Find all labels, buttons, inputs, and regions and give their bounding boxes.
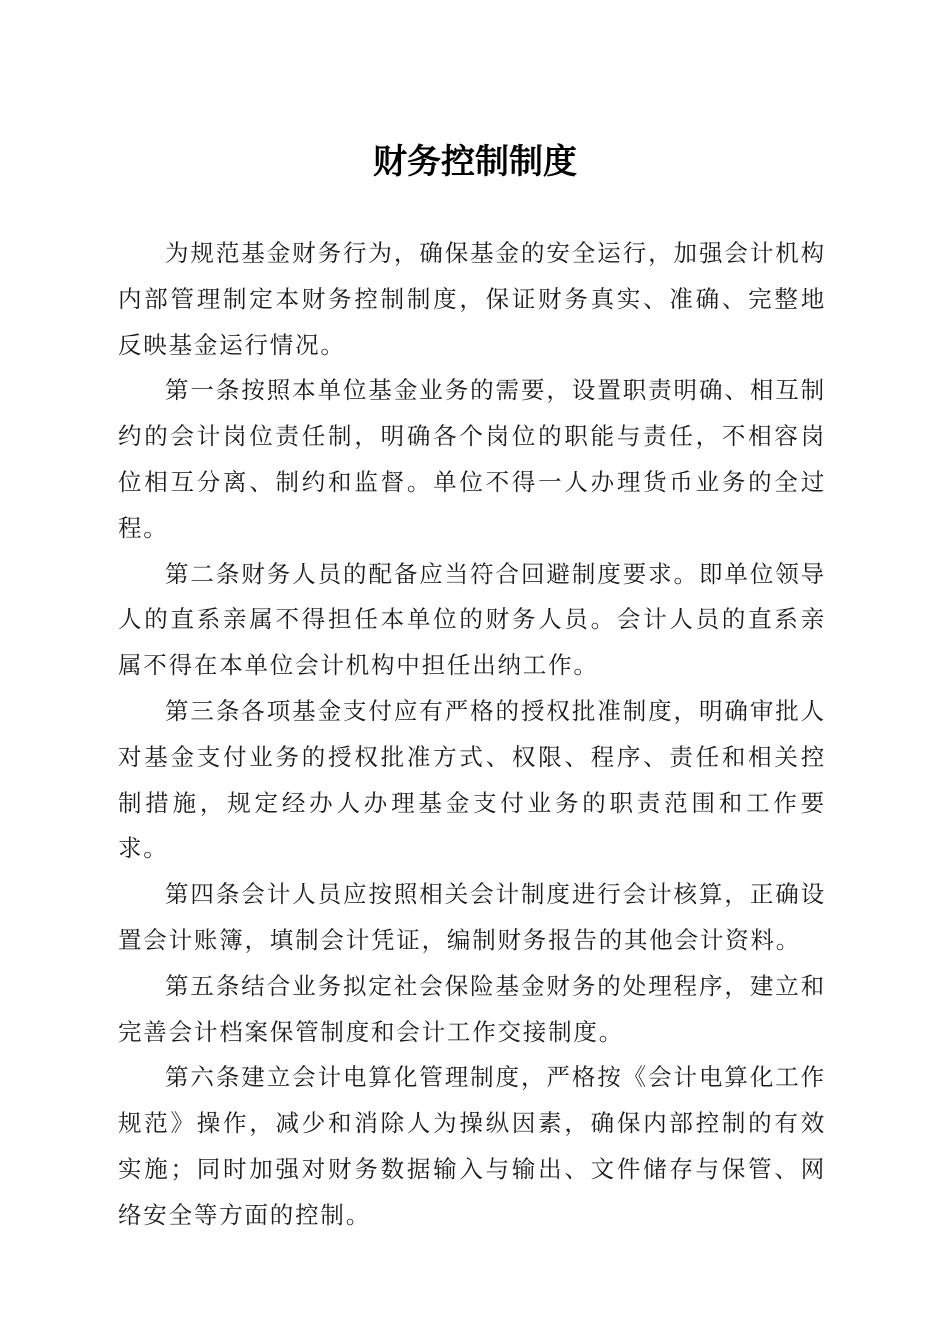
paragraph-article-1: 第一条按照本单位基金业务的需要，设置职责明确、相互制约的会计岗位责任制，明确各个岗位的职能与责任，不相容岗位相互分离、制约和监督。单位不得一人办理货币业务的全过程。 (118, 376, 826, 542)
paragraph-article-6: 第六条建立会计电算化管理制度，严格按《会计电算化工作规范》操作，减少和消除人为操纵因素，确保内部控制的有效实施；同时加强对财务数据输入与输出、文件储存与保管、网络安全等方面的控制。 (118, 1063, 826, 1229)
document-body (118, 231, 826, 1239)
paragraph-article-5: 第五条结合业务拟定社会保险基金财务的处理程序，建立和完善会计档案保管制度和会计工作交接制度。 (118, 971, 826, 1046)
document-title: 财务控制制度 (373, 142, 577, 182)
paragraph-article-2: 第二条财务人员的配备应当符合回避制度要求。即单位领导人的直系亲属不得担任本单位的财务人员。会计人员的直系亲属不得在本单位会计机构中担任出纳工作。 (118, 559, 826, 680)
paragraph-article-4: 第四条会计人员应按照相关会计制度进行会计核算，正确设置会计账簿，填制会计凭证，编制财务报告的其他会计资料。 (118, 880, 826, 954)
paragraph-article-3: 第三条各项基金支付应有严格的授权批准制度，明确审批人对基金支付业务的授权批准方式、权限、程序、责任和相关控制措施，规定经办人办理基金支付业务的职责范围和工作要求。 (118, 696, 826, 863)
paragraph-intro: 为规范基金财务行为，确保基金的安全运行，加强会计机构内部管理制定本财务控制制度，保证财务真实、准确、完整地反映基金运行情况。 (118, 239, 826, 359)
